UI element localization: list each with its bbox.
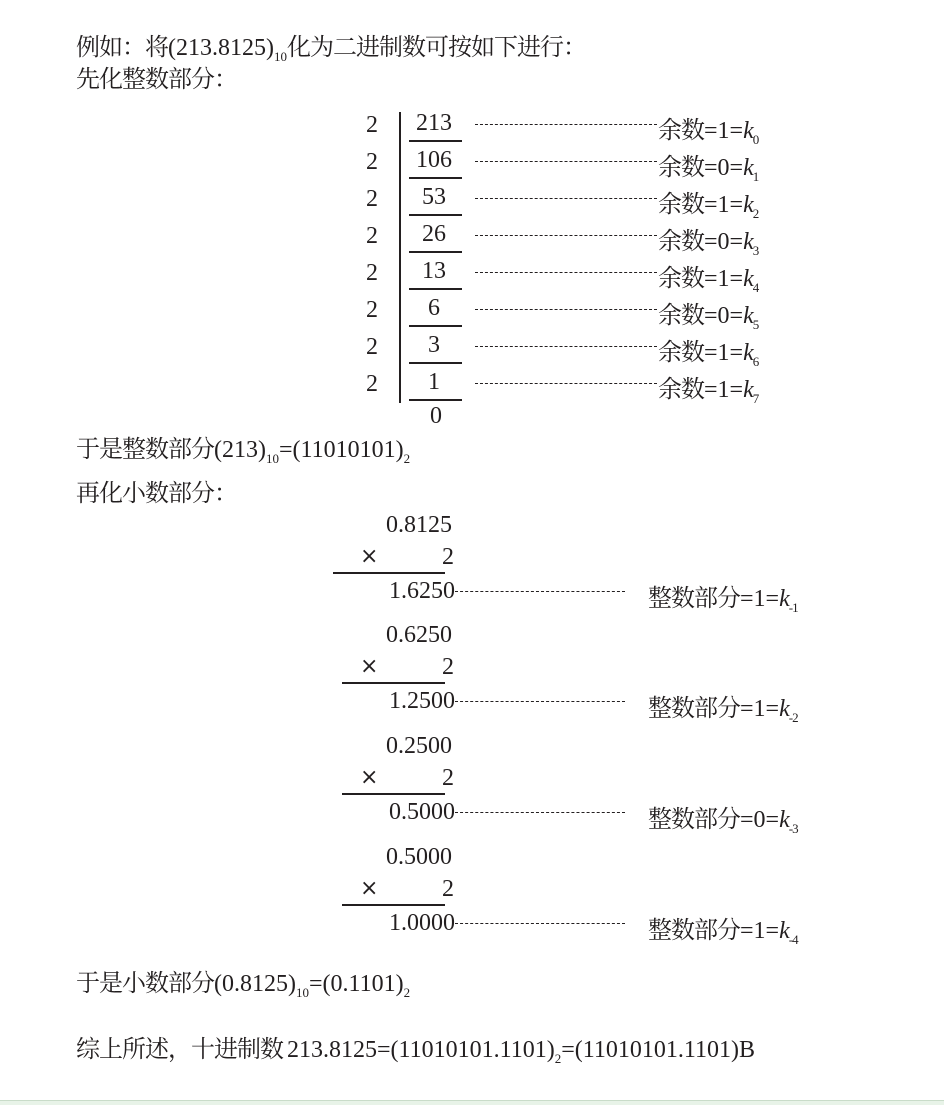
- multiplicand: 0.8125: [386, 512, 452, 538]
- dividend: 213: [416, 110, 452, 136]
- integer-decimal: (213): [214, 437, 266, 463]
- integer-decimal-base: 10: [265, 451, 279, 466]
- summary-line: [76, 1034, 755, 1065]
- k-subscript: 2: [752, 206, 759, 221]
- intro-line-1: [76, 32, 586, 63]
- dotted-leader: [455, 923, 625, 924]
- dividend: 26: [422, 221, 446, 247]
- fraction-binary-base: 2: [403, 985, 411, 1000]
- multiplier: 2: [442, 876, 454, 902]
- k-subscript: 1: [752, 169, 759, 184]
- remainder-label: 余数$=1=k_4$: [658, 264, 759, 295]
- integer-part-text: 整数部分: [648, 916, 740, 944]
- summary-prefix: 综上所述，十进制数: [76, 1035, 283, 1063]
- final-quotient: 0: [430, 403, 442, 429]
- fraction-binary: (0.1101): [322, 971, 404, 997]
- remainder-text: 余数: [658, 227, 704, 255]
- divisor: 2: [366, 297, 378, 323]
- k-subscript: -3: [788, 821, 798, 836]
- fraction-result: [76, 968, 410, 999]
- division-underline: [409, 325, 462, 327]
- multiplicand: 0.2500: [386, 733, 452, 759]
- division-underline: [409, 251, 462, 253]
- remainder-text: 余数: [658, 153, 704, 181]
- dotted-leader: [475, 161, 657, 162]
- multiplicand: 0.5000: [386, 844, 452, 870]
- times-icon: ×: [360, 654, 379, 679]
- remainder-text: 余数: [658, 338, 704, 366]
- fraction-result-prefix: 于是小数部分: [76, 969, 214, 997]
- remainder-text: 余数: [658, 375, 704, 403]
- k-subscript: -4: [788, 932, 798, 947]
- integer-result-prefix: 于是整数部分: [76, 435, 214, 463]
- product: 0.5000: [389, 799, 455, 825]
- divisor: 2: [366, 186, 378, 212]
- summary-base: 2: [554, 1051, 562, 1066]
- product-underline: [342, 682, 445, 684]
- integer-part-text: 整数部分: [648, 694, 740, 722]
- division-underline: [409, 288, 462, 290]
- k-subscript: 5: [752, 317, 759, 332]
- remainder-value: 1: [717, 118, 730, 144]
- k-symbol: k: [743, 377, 753, 403]
- remainder-text: 余数: [658, 264, 704, 292]
- integer-heading: 先化整数部分：: [76, 65, 237, 93]
- remainder-text: 余数: [658, 301, 704, 329]
- remainder-value: 1: [717, 377, 730, 403]
- remainder-text: 余数: [658, 190, 704, 218]
- k-subscript: 0: [752, 132, 759, 147]
- multiplicand: 0.6250: [386, 622, 452, 648]
- dotted-leader: [455, 591, 625, 592]
- intro-suffix: 化为二进制数可按如下进行：: [286, 33, 586, 61]
- k-symbol: k: [779, 586, 789, 612]
- integer-part-label: 整数部分$=1=k_{-1}$: [648, 584, 798, 615]
- product: 1.6250: [389, 578, 455, 604]
- divisor: 2: [366, 223, 378, 249]
- fraction-decimal: (0.8125): [214, 971, 296, 997]
- remainder-value: 0: [717, 155, 730, 181]
- equals-sign: =: [278, 437, 293, 463]
- dotted-leader: [475, 272, 657, 273]
- k-symbol: k: [779, 696, 789, 722]
- k-symbol: k: [743, 118, 753, 144]
- k-symbol: k: [743, 303, 753, 329]
- division-bar: [399, 112, 401, 403]
- integer-part-value: 1: [753, 586, 766, 612]
- divisor: 2: [366, 260, 378, 286]
- dotted-leader: [475, 124, 657, 125]
- integer-part-label: 整数部分$=1=k_{-2}$: [648, 694, 798, 725]
- divisor: 2: [366, 112, 378, 138]
- intro-number: (213.8125): [168, 35, 274, 61]
- divisor: 2: [366, 334, 378, 360]
- product-underline: [342, 793, 445, 795]
- dotted-leader: [475, 235, 657, 236]
- remainder-value: 0: [717, 229, 730, 255]
- dividend: 3: [428, 332, 440, 358]
- remainder-label: 余数$=0=k_5$: [658, 301, 759, 332]
- k-symbol: k: [743, 340, 753, 366]
- remainder-label: 余数$=1=k_2$: [658, 190, 759, 221]
- k-subscript: 7: [752, 391, 759, 406]
- k-subscript: 6: [752, 354, 759, 369]
- dotted-leader: [475, 346, 657, 347]
- k-symbol: k: [743, 192, 753, 218]
- k-subscript: -1: [788, 600, 798, 615]
- remainder-value: 1: [717, 340, 730, 366]
- division-underline: [409, 399, 462, 401]
- k-symbol: k: [779, 807, 789, 833]
- integer-part-text: 整数部分: [648, 584, 740, 612]
- times-icon: ×: [360, 765, 379, 790]
- dividend: 106: [416, 147, 452, 173]
- dotted-leader: [475, 198, 657, 199]
- integer-part-label: 整数部分$=1=k_{-4}$: [648, 916, 798, 947]
- k-subscript: -2: [788, 710, 798, 725]
- integer-part-text: 整数部分: [648, 805, 740, 833]
- division-underline: [409, 177, 462, 179]
- multiplier: 2: [442, 654, 454, 680]
- division-underline: [409, 362, 462, 364]
- remainder-label: 余数$=0=k_3$: [658, 227, 759, 258]
- k-symbol: k: [743, 229, 753, 255]
- dividend: 1: [428, 369, 440, 395]
- dotted-leader: [475, 383, 657, 384]
- dividend: 6: [428, 295, 440, 321]
- intro-prefix: 例如：将: [76, 33, 168, 61]
- fraction-decimal-base: 10: [295, 985, 309, 1000]
- integer-result: [76, 434, 410, 465]
- dividend: 53: [422, 184, 446, 210]
- times-icon: ×: [360, 544, 379, 569]
- equals-sign: =: [308, 971, 323, 997]
- dotted-leader: [455, 812, 625, 813]
- integer-binary-base: 2: [403, 451, 411, 466]
- fraction-heading: 再化小数部分：: [76, 479, 237, 507]
- dividend: 13: [422, 258, 446, 284]
- k-subscript: 4: [752, 280, 759, 295]
- division-underline: [409, 140, 462, 142]
- integer-binary: (11010101): [292, 437, 404, 463]
- integer-part-label: 整数部分$=0=k_{-3}$: [648, 805, 798, 836]
- bottom-border: [0, 1100, 944, 1105]
- remainder-label: 余数$=1=k_7$: [658, 375, 759, 406]
- summary-value: 213.8125=(11010101.1101): [287, 1037, 555, 1063]
- k-subscript: 3: [752, 243, 759, 258]
- integer-part-value: 0: [753, 807, 766, 833]
- multiplier: 2: [442, 765, 454, 791]
- product: 1.2500: [389, 688, 455, 714]
- remainder-value: 1: [717, 266, 730, 292]
- remainder-label: 余数$=1=k_0$: [658, 116, 759, 147]
- k-symbol: k: [779, 918, 789, 944]
- remainder-label: 余数$=0=k_1$: [658, 153, 759, 184]
- division-underline: [409, 214, 462, 216]
- times-icon: ×: [360, 876, 379, 901]
- product: 1.0000: [389, 910, 455, 936]
- intro-base: 10: [273, 49, 287, 64]
- summary-suffix: =(11010101.1101)B: [561, 1037, 755, 1063]
- product-underline: [342, 904, 445, 906]
- integer-part-value: 1: [753, 696, 766, 722]
- dotted-leader: [475, 309, 657, 310]
- product-underline: [333, 572, 445, 574]
- multiplier: 2: [442, 544, 454, 570]
- k-symbol: k: [743, 266, 753, 292]
- k-symbol: k: [743, 155, 753, 181]
- divisor: 2: [366, 149, 378, 175]
- divisor: 2: [366, 371, 378, 397]
- dotted-leader: [455, 701, 625, 702]
- remainder-label: 余数$=1=k_6$: [658, 338, 759, 369]
- remainder-value: 0: [717, 303, 730, 329]
- integer-part-value: 1: [753, 918, 766, 944]
- remainder-text: 余数: [658, 116, 704, 144]
- remainder-value: 1: [717, 192, 730, 218]
